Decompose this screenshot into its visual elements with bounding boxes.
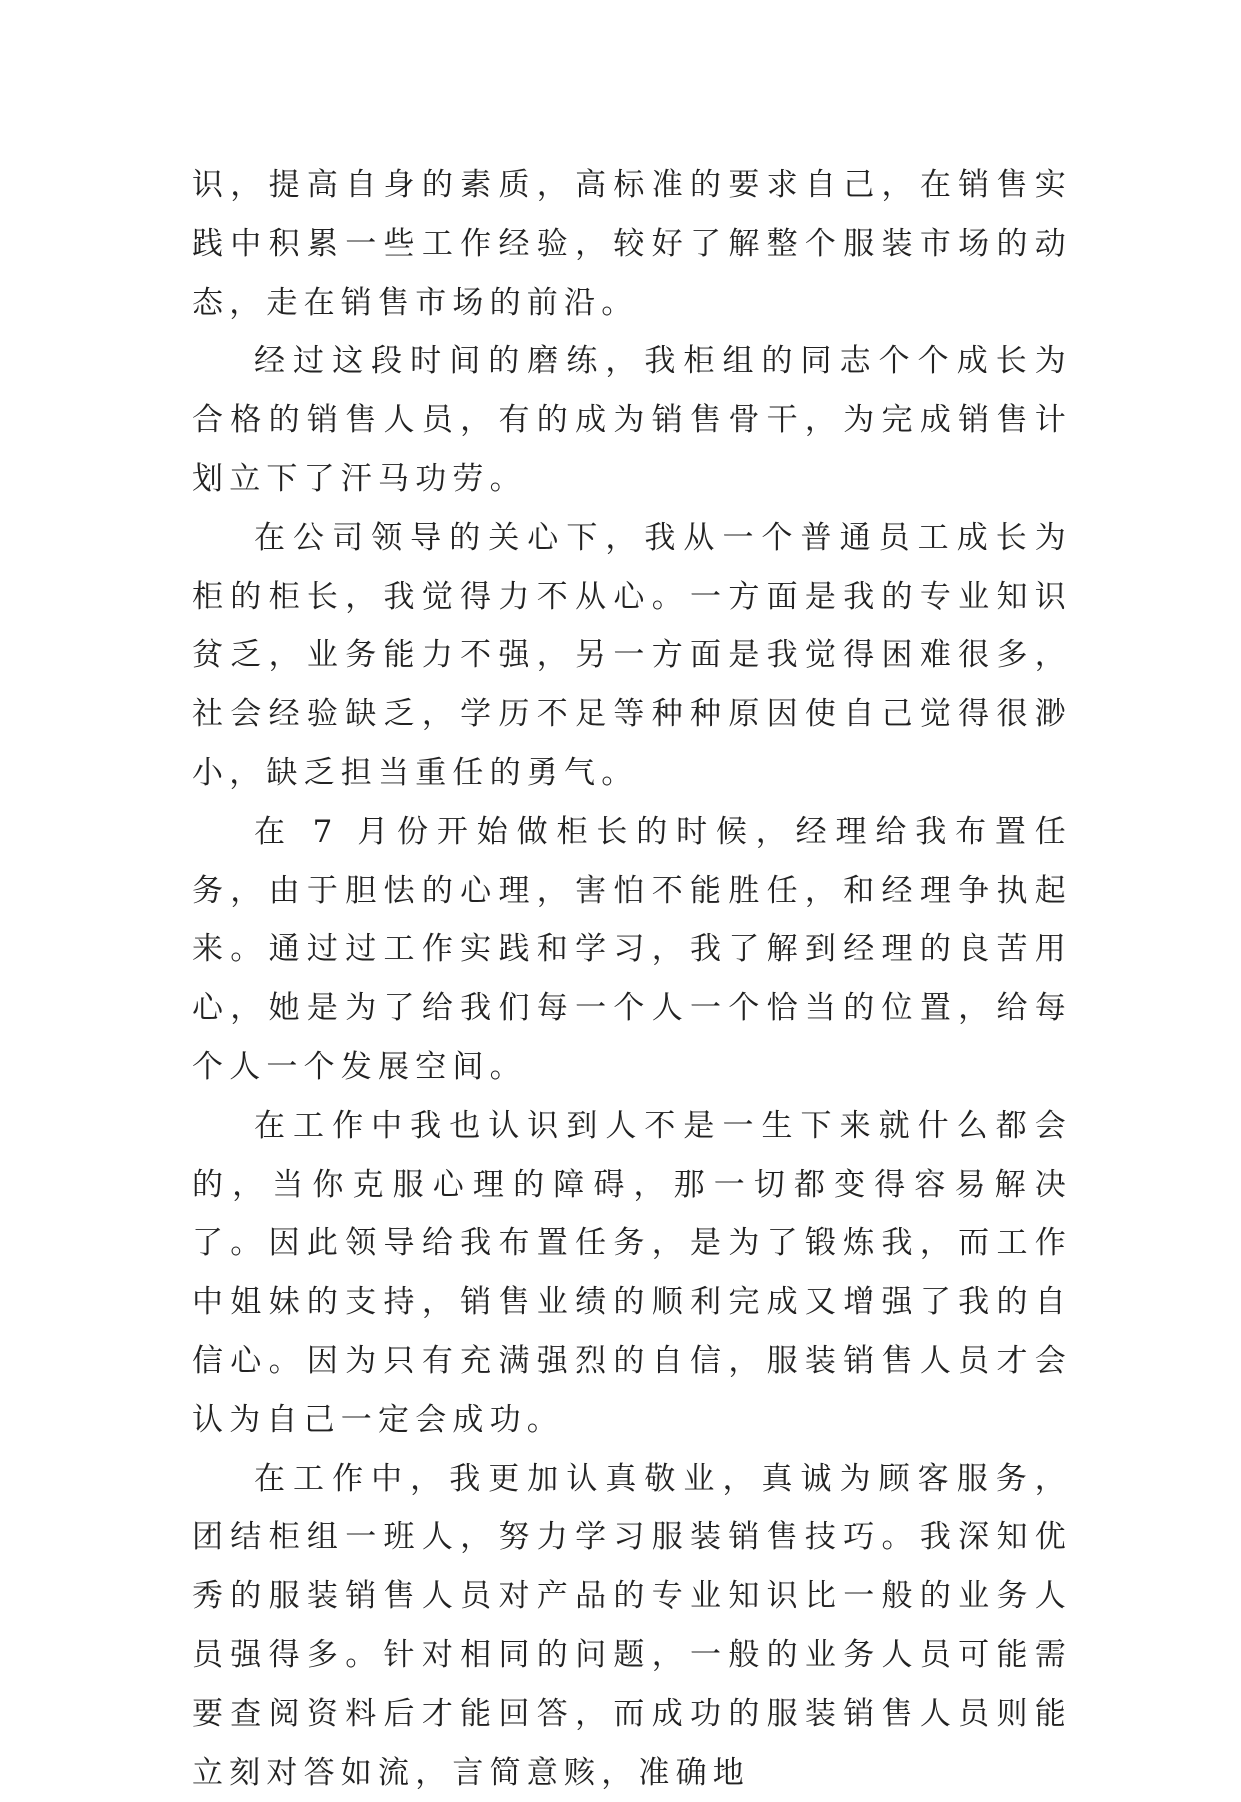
- paragraph-6: 在工作中，我更加认真敬业，真诚为顾客服务，团结柜组一班人，努力学习服装销售技巧。我深知优秀的服装销售人员对产品的专业知识比一般的业务人员强得多。针对相同的问题，一般的业务人员可能需要查阅资料后才能回答，而成功的服装销售人员则能立刻对答如流，言简意赅，准确地: [192, 1460, 1072, 1791]
- paragraph-4: 在 7 月份开始做柜长的时候，经理给我布置任务，由于胆怯的心理，害怕不能胜任，和经理争执起来。通过过工作实践和学习，我了解到经理的良苦用心，她是为了给我们每一个人一个恰当的位置，给每个人一个发展空间。: [192, 813, 1072, 1085]
- paragraph-5: 在工作中我也认识到人不是一生下来就什么都会的，当你克服心理的障碍，那一切都变得容易解决了。因此领导给我布置任务，是为了锻炼我，而工作中姐妹的支持，销售业绩的顺利完成又增强了我的自信心。因为只有充满强烈的自信，服装销售人员才会认为自己一定会成功。: [192, 1107, 1072, 1438]
- document-body: [192, 156, 1072, 1802]
- paragraph-1: 识，提高自身的素质，高标准的要求自己，在销售实践中积累一些工作经验，较好了解整个服装市场的动态，走在销售市场的前沿。: [192, 167, 1072, 321]
- paragraph-2: 经过这段时间的磨练，我柜组的同志个个成长为合格的销售人员，有的成为销售骨干，为完成销售计划立下了汗马功劳。: [192, 343, 1072, 497]
- paragraph-3: 在公司领导的关心下，我从一个普通员工成长为柜的柜长，我觉得力不从心。一方面是我的专业知识贫乏，业务能力不强，另一方面是我觉得困难很多，社会经验缺乏，学历不足等种种原因使自己觉得很渺小，缺乏担当重任的勇气。: [192, 519, 1072, 791]
